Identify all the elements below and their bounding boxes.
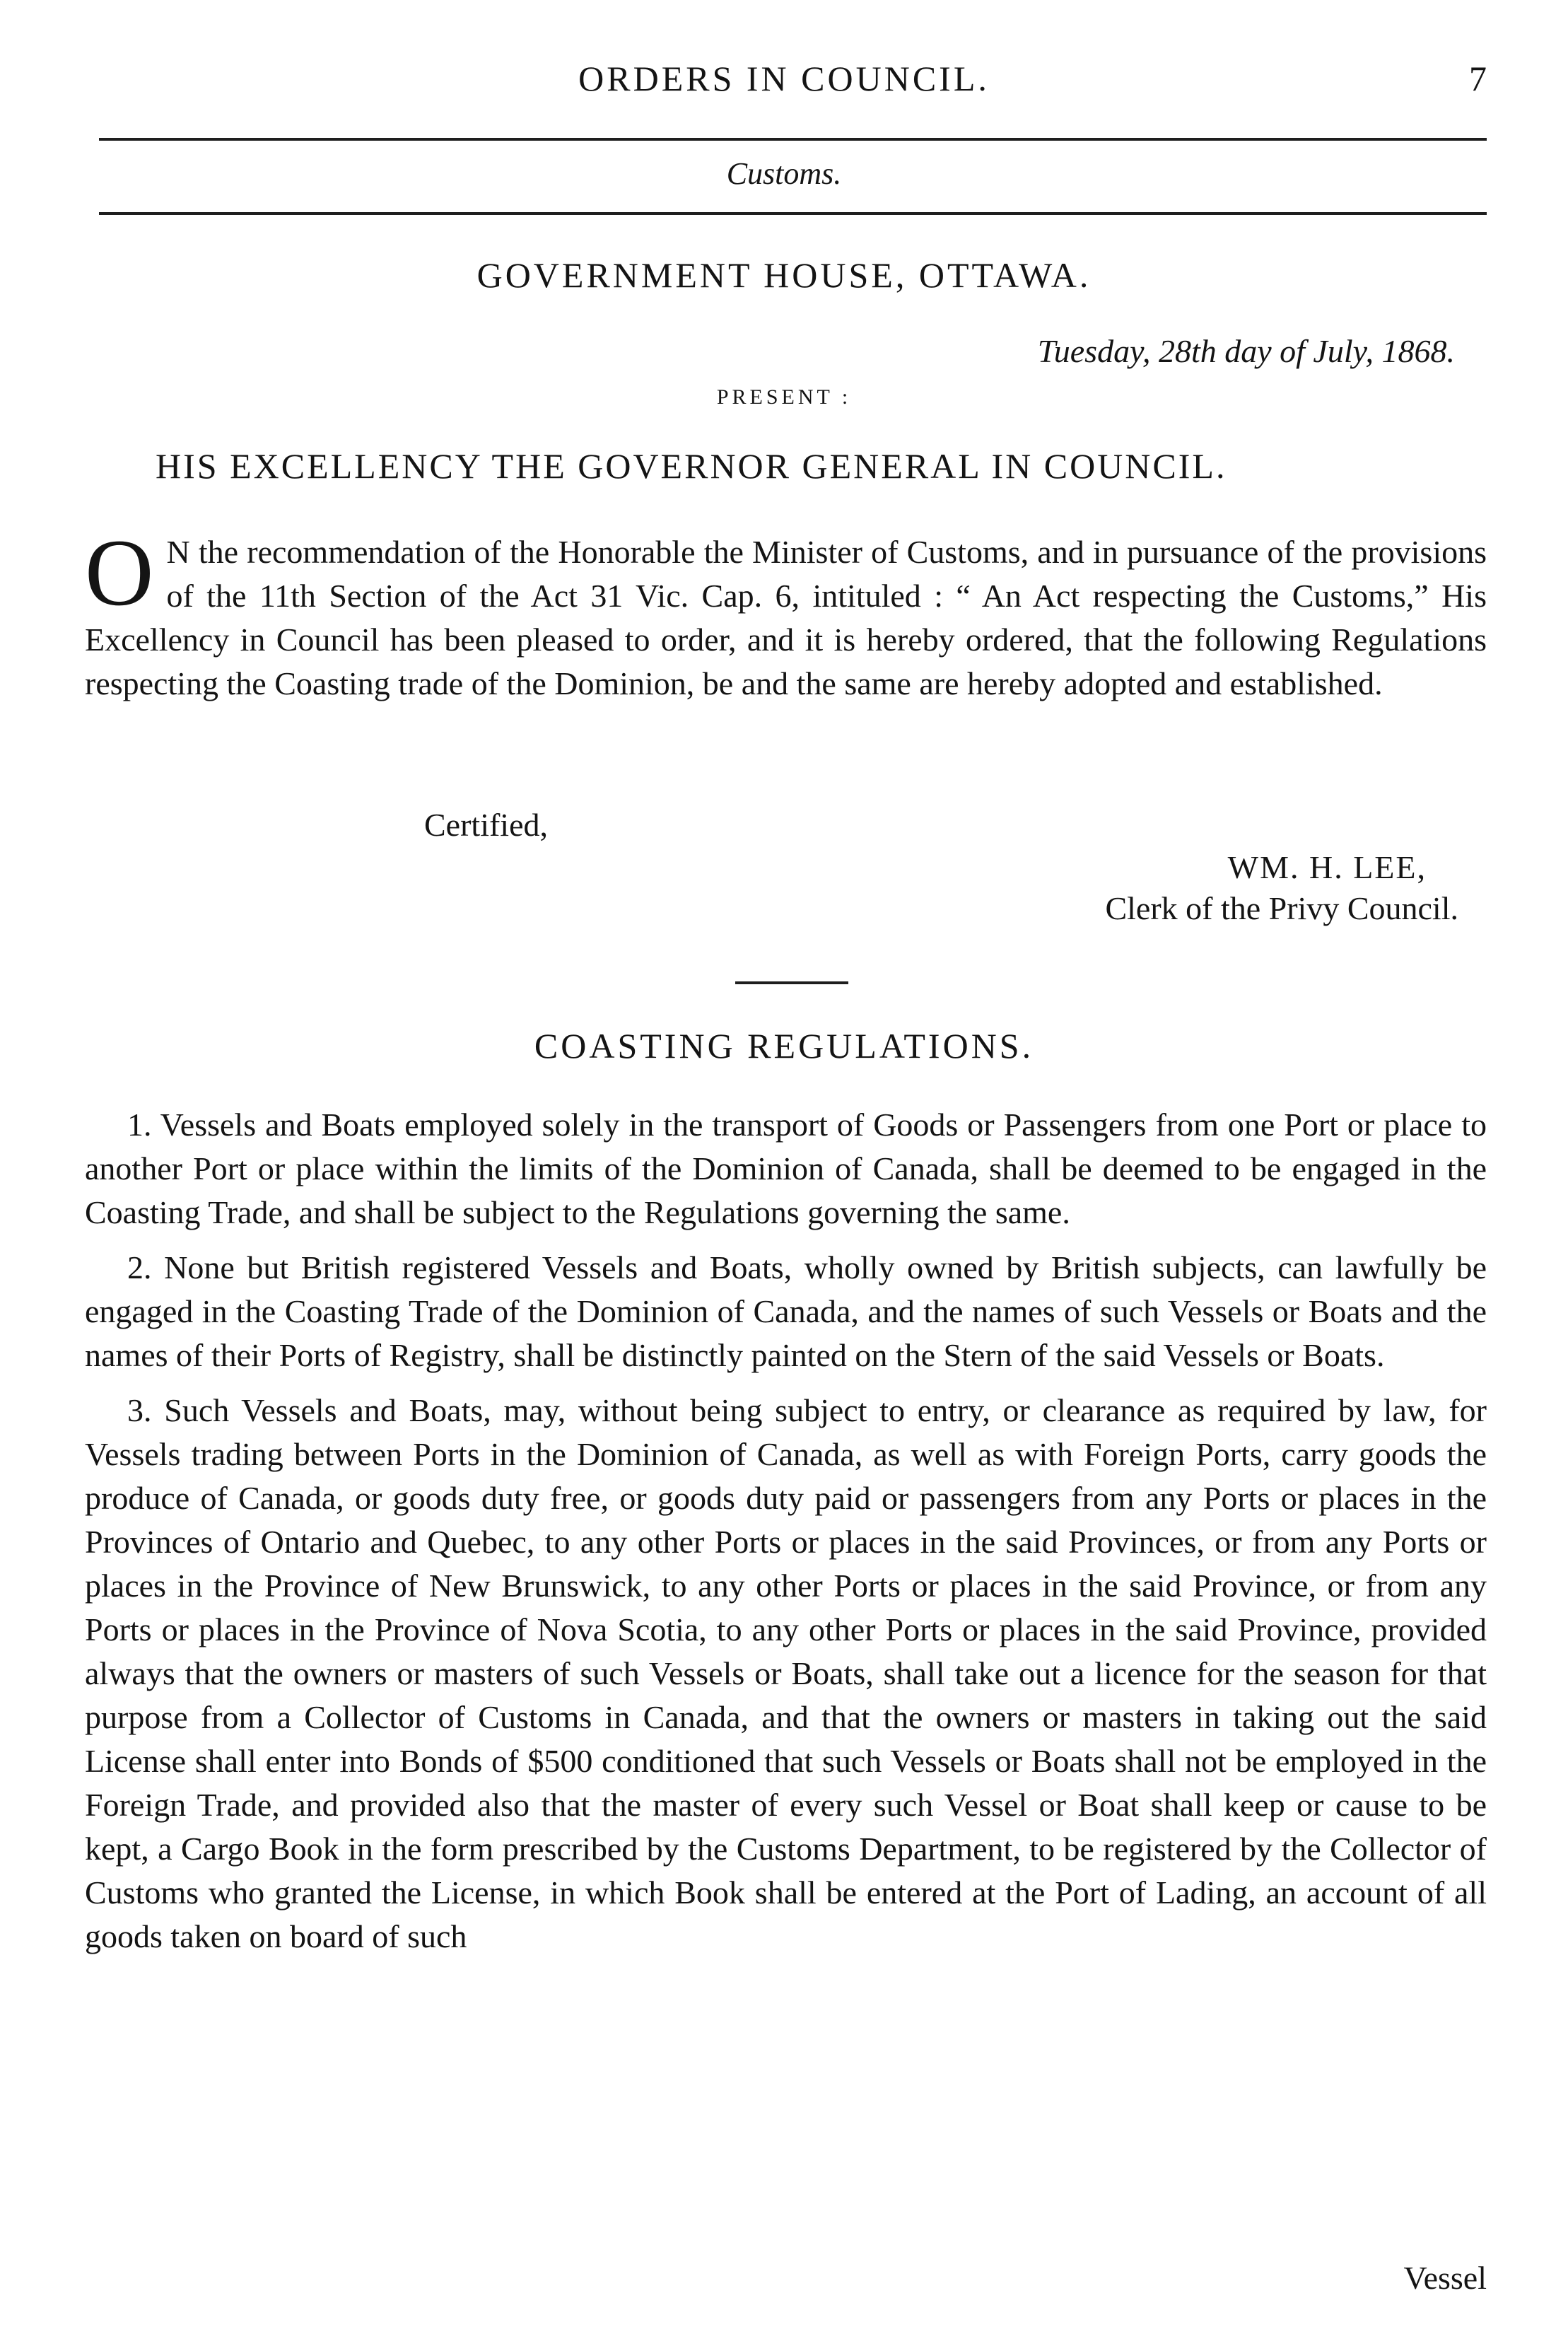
regulations-list — [85, 1103, 1487, 1970]
regulation-item: 1. Vessels and Boats employed solely in the transport of Goods or Passengers from one Port or place to another Port or place within the limits of the Dominion of Canada, shall be deemed to be engaged in the Coasting Trade, and shall be subject to the Regulations governing the same. — [85, 1107, 1487, 1230]
presiding-line: HIS EXCELLENCY THE GOVERNOR GENERAL IN COUNCIL. — [156, 446, 1227, 486]
regulation-item: 3. Such Vessels and Boats, may, without being subject to entry, or clearance as required by law, for Vessels trading between Ports in the Dominion of Canada, as well as with Foreign Ports, carry goods the produce of Canada, or goods duty free, or goods duty paid or passengers from any Ports or places in the Provinces of Ontario and Quebec, to any other Ports or places in the said Provinces, or from any Ports or places in the Province of New Brunswick, to any other Ports or places in the said Province, or from any Ports or places in the Province of Nova Scotia, to any other Ports or places in the said Province, provided always that the owners or masters of such Vessels or Boats, shall take out a licence for the season for that purpose from a Collector of Customs in Canada, and that the owners or masters in taking out the said License shall enter into Bonds of $500 conditioned that such Vessels or Boats shall not be employed in the Foreign Trade, and provided also that the master of every such Vessel or Boat shall keep or cause to be kept, a Cargo Book in the form prescribed by the Customs Department, to be registered by the Collector of Customs who granted the License, in which Book shall be entered at the Port of Lading, an account of all goods taken on board of such — [85, 1392, 1487, 1954]
present-label: PRESENT : — [716, 385, 852, 409]
certified-label: Certified, — [424, 807, 548, 843]
drop-cap: O — [85, 520, 154, 626]
catchword: Vessel — [1403, 2260, 1487, 2296]
section-divider — [735, 981, 848, 984]
running-title: ORDERS IN COUNCIL. — [578, 59, 990, 98]
page-number: 7 — [1469, 59, 1487, 98]
order-text: N the recommendation of the Honorable the Minister of Customs, and in pursuance of the provisions of the 11th Section of the Act 31 Vic. Cap. 6, intituled : “ An Act respecting the Customs,” His Excellency in Council has been pleased to order, and it is hereby ordered, that the following Regulations respecting the Coasting trade of the Dominion, be and the same are hereby adopted and established. — [85, 534, 1487, 701]
order-date: Tuesday, 28th day of July, 1868. — [1037, 333, 1455, 369]
running-head — [0, 49, 1568, 106]
order-paragraph — [85, 520, 1487, 706]
regulations-title: COASTING REGULATIONS. — [534, 1026, 1034, 1066]
order-place: GOVERNMENT HOUSE, OTTAWA. — [476, 255, 1092, 295]
header-rule-top — [99, 138, 1487, 141]
header-rule-bottom — [99, 212, 1487, 215]
clerk-name: WM. H. LEE, — [1227, 849, 1427, 885]
section-title: Customs. — [726, 156, 842, 191]
clerk-title: Clerk of the Privy Council. — [1105, 890, 1458, 926]
regulation-item: 2. None but British registered Vessels and Boats, wholly owned by British subjects, can lawfully be engaged in the Coasting Trade of the Dominion of Canada, and the names of such Vessels or Boats and the names of their Ports of Registry, shall be distinctly painted on the Stern of the said Vessels or Boats. — [85, 1249, 1487, 1373]
